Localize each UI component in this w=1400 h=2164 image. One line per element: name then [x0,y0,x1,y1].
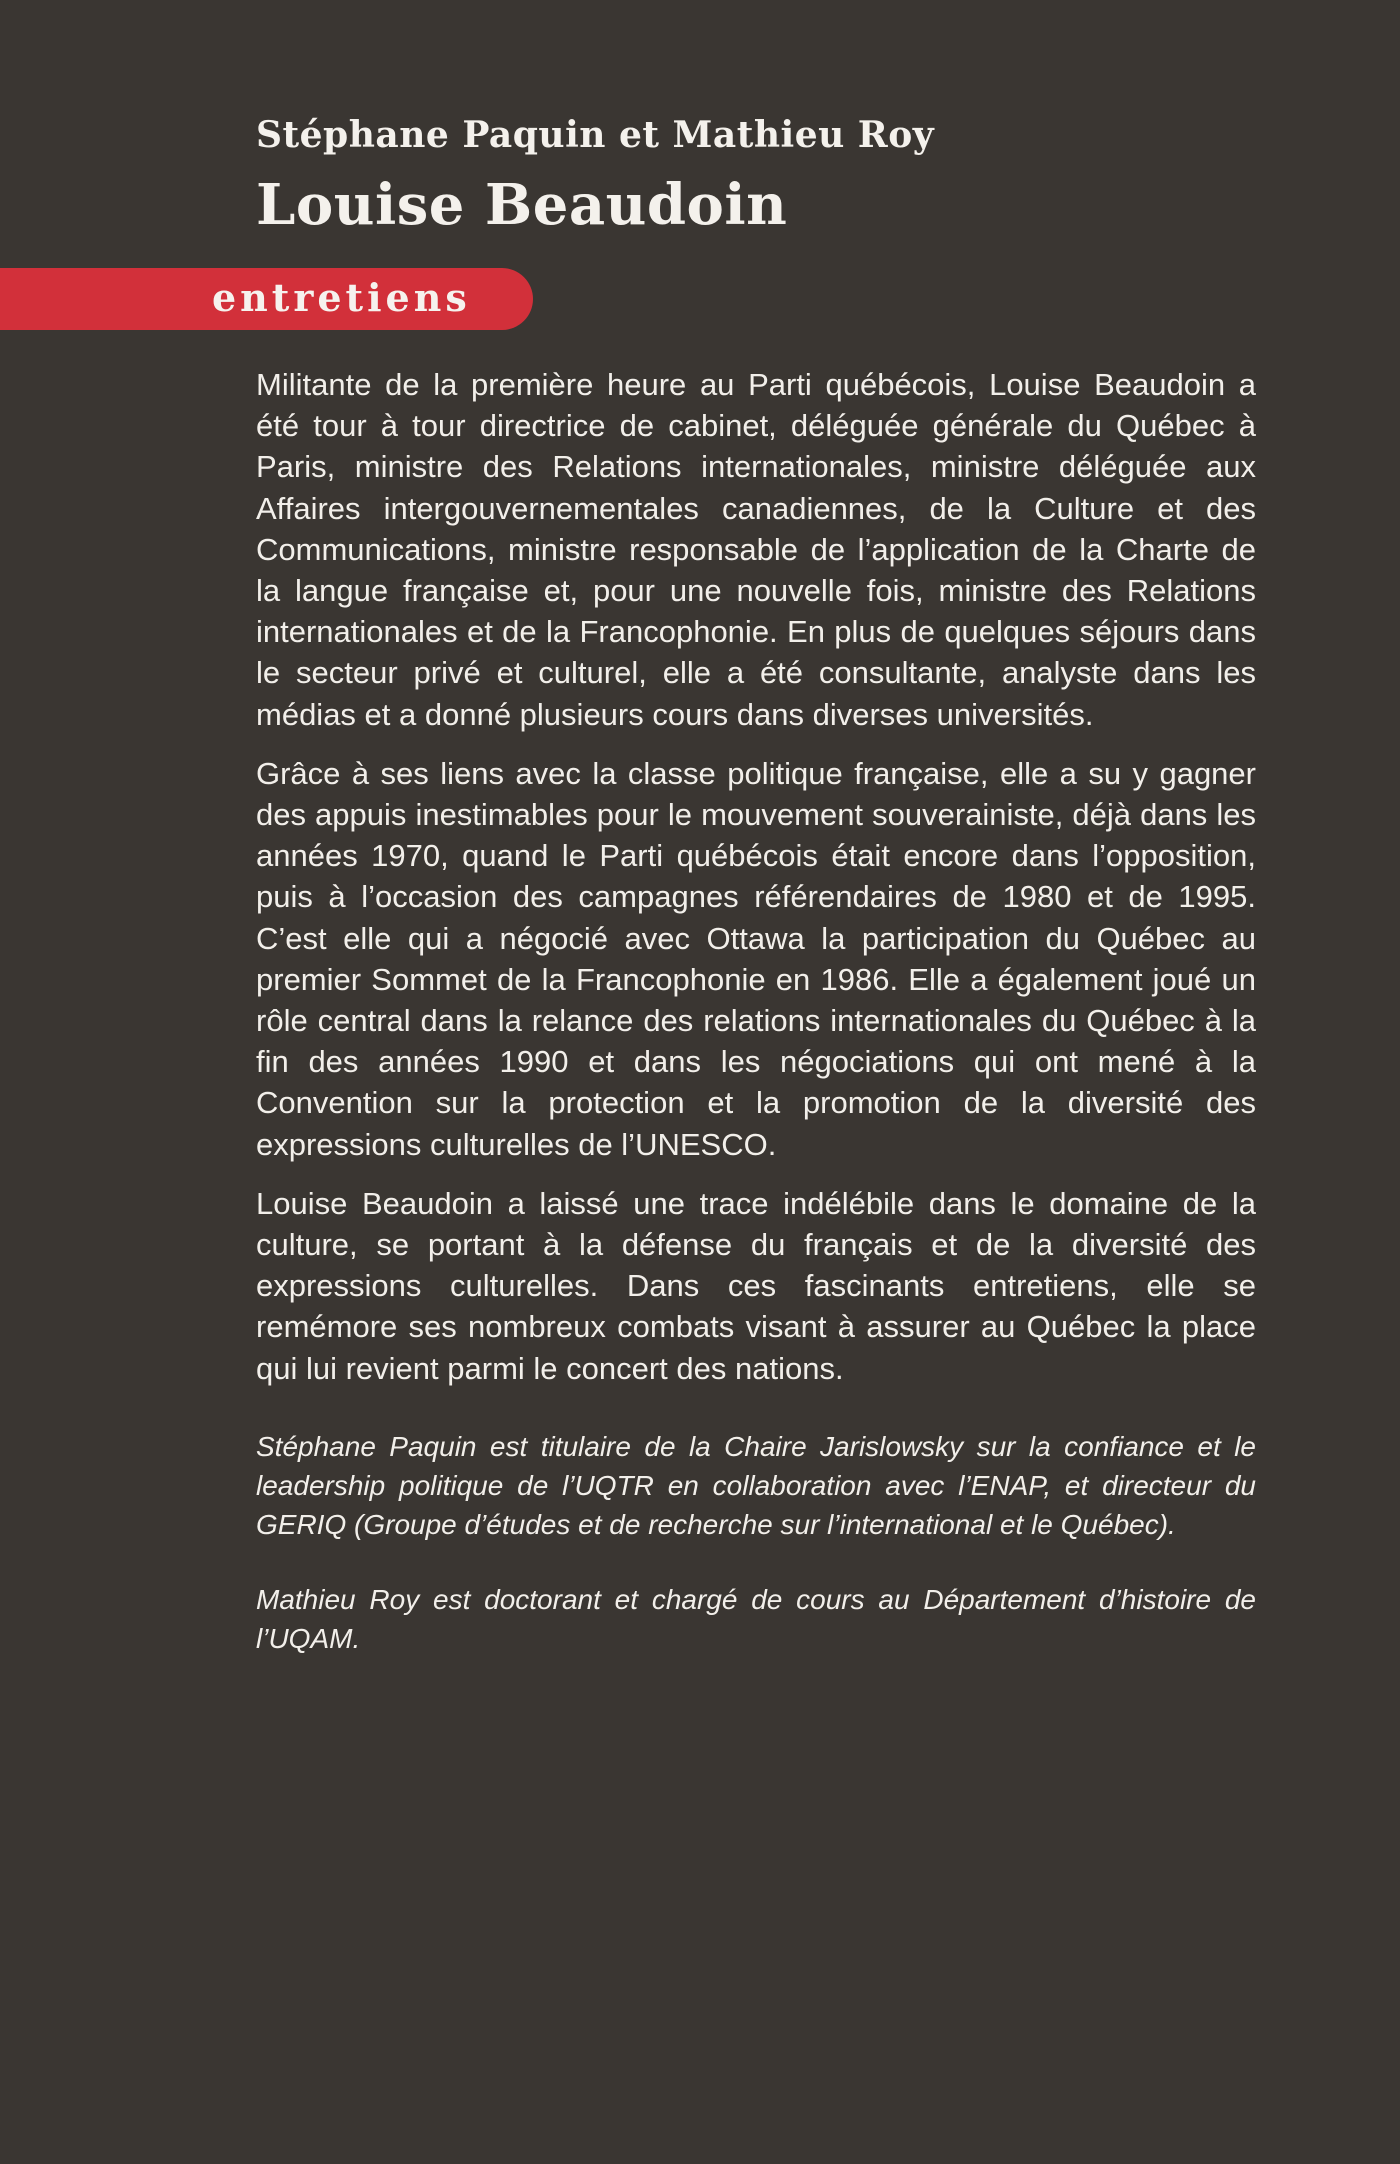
author-bio-roy: Mathieu Roy est doctorant et chargé de cours au Département d’histoire de l’UQAM. [256,1583,1256,1654]
book-title: Louise Beaudoin [256,172,788,238]
collection-label: entretiens [212,275,471,320]
author-bio-paquin: Stéphane Paquin est titulaire de la Chaire Jarislowsky sur la confiance et le leadership politique de l’UQTR en collaboration avec l’ENAP, et directeur du GERIQ (Groupe d’études et de recherche sur l’international et le Québec). [256,1430,1256,1540]
summary-paragraph-1: Militante de la première heure au Parti québécois, Louise Beaudoin a été tour à tour directrice de cabinet, déléguée générale du Québec à Paris, ministre des Relations internationales, ministre déléguée aux Affaires intergouvernementales canadiennes, de la Culture et des Communications, ministre responsable de l’application de la Charte de la langue française et, pour une nouvelle fois, ministre des Relations internationales et de la Francophonie. En plus de quelques séjours dans le secteur privé et culturel, elle a été consultante, analyste dans les médias et a donné plusieurs cours dans diverses universités. [256,367,1256,732]
collection-banner [0,268,533,330]
authors-line: Stéphane Paquin et Mathieu Roy [256,114,935,156]
summary-paragraph-3: Louise Beaudoin a laissé une trace indélébile dans le domaine de la culture, se portant à la défense du français et de la diversité des expressions culturelles. Dans ces fascinants entretiens, elle se remémore ses nombreux combats visant à assurer au Québec la place qui lui revient parmi le concert des nations. [256,1185,1256,1386]
summary-paragraph-2: Grâce à ses liens avec la classe politique française, elle a su y gagner des appuis inestimables pour le mouvement souverainiste, déjà dans les années 1970, quand le Parti québécois était encore dans l’opposition, puis à l’occasion des campagnes référendaires de 1980 et de 1995. C’est elle qui a négocié avec Ottawa la participation du Québec au premier Sommet de la Francophonie en 1986. Elle a également joué un rôle central dans la relance des relations internationales du Québec à la fin des années 1990 et dans les négociations qui ont mené à la Convention sur la protection et la promotion de la diversité des expressions culturelles de l’UNESCO. [256,755,1256,1162]
back-cover-text [256,364,1256,1694]
